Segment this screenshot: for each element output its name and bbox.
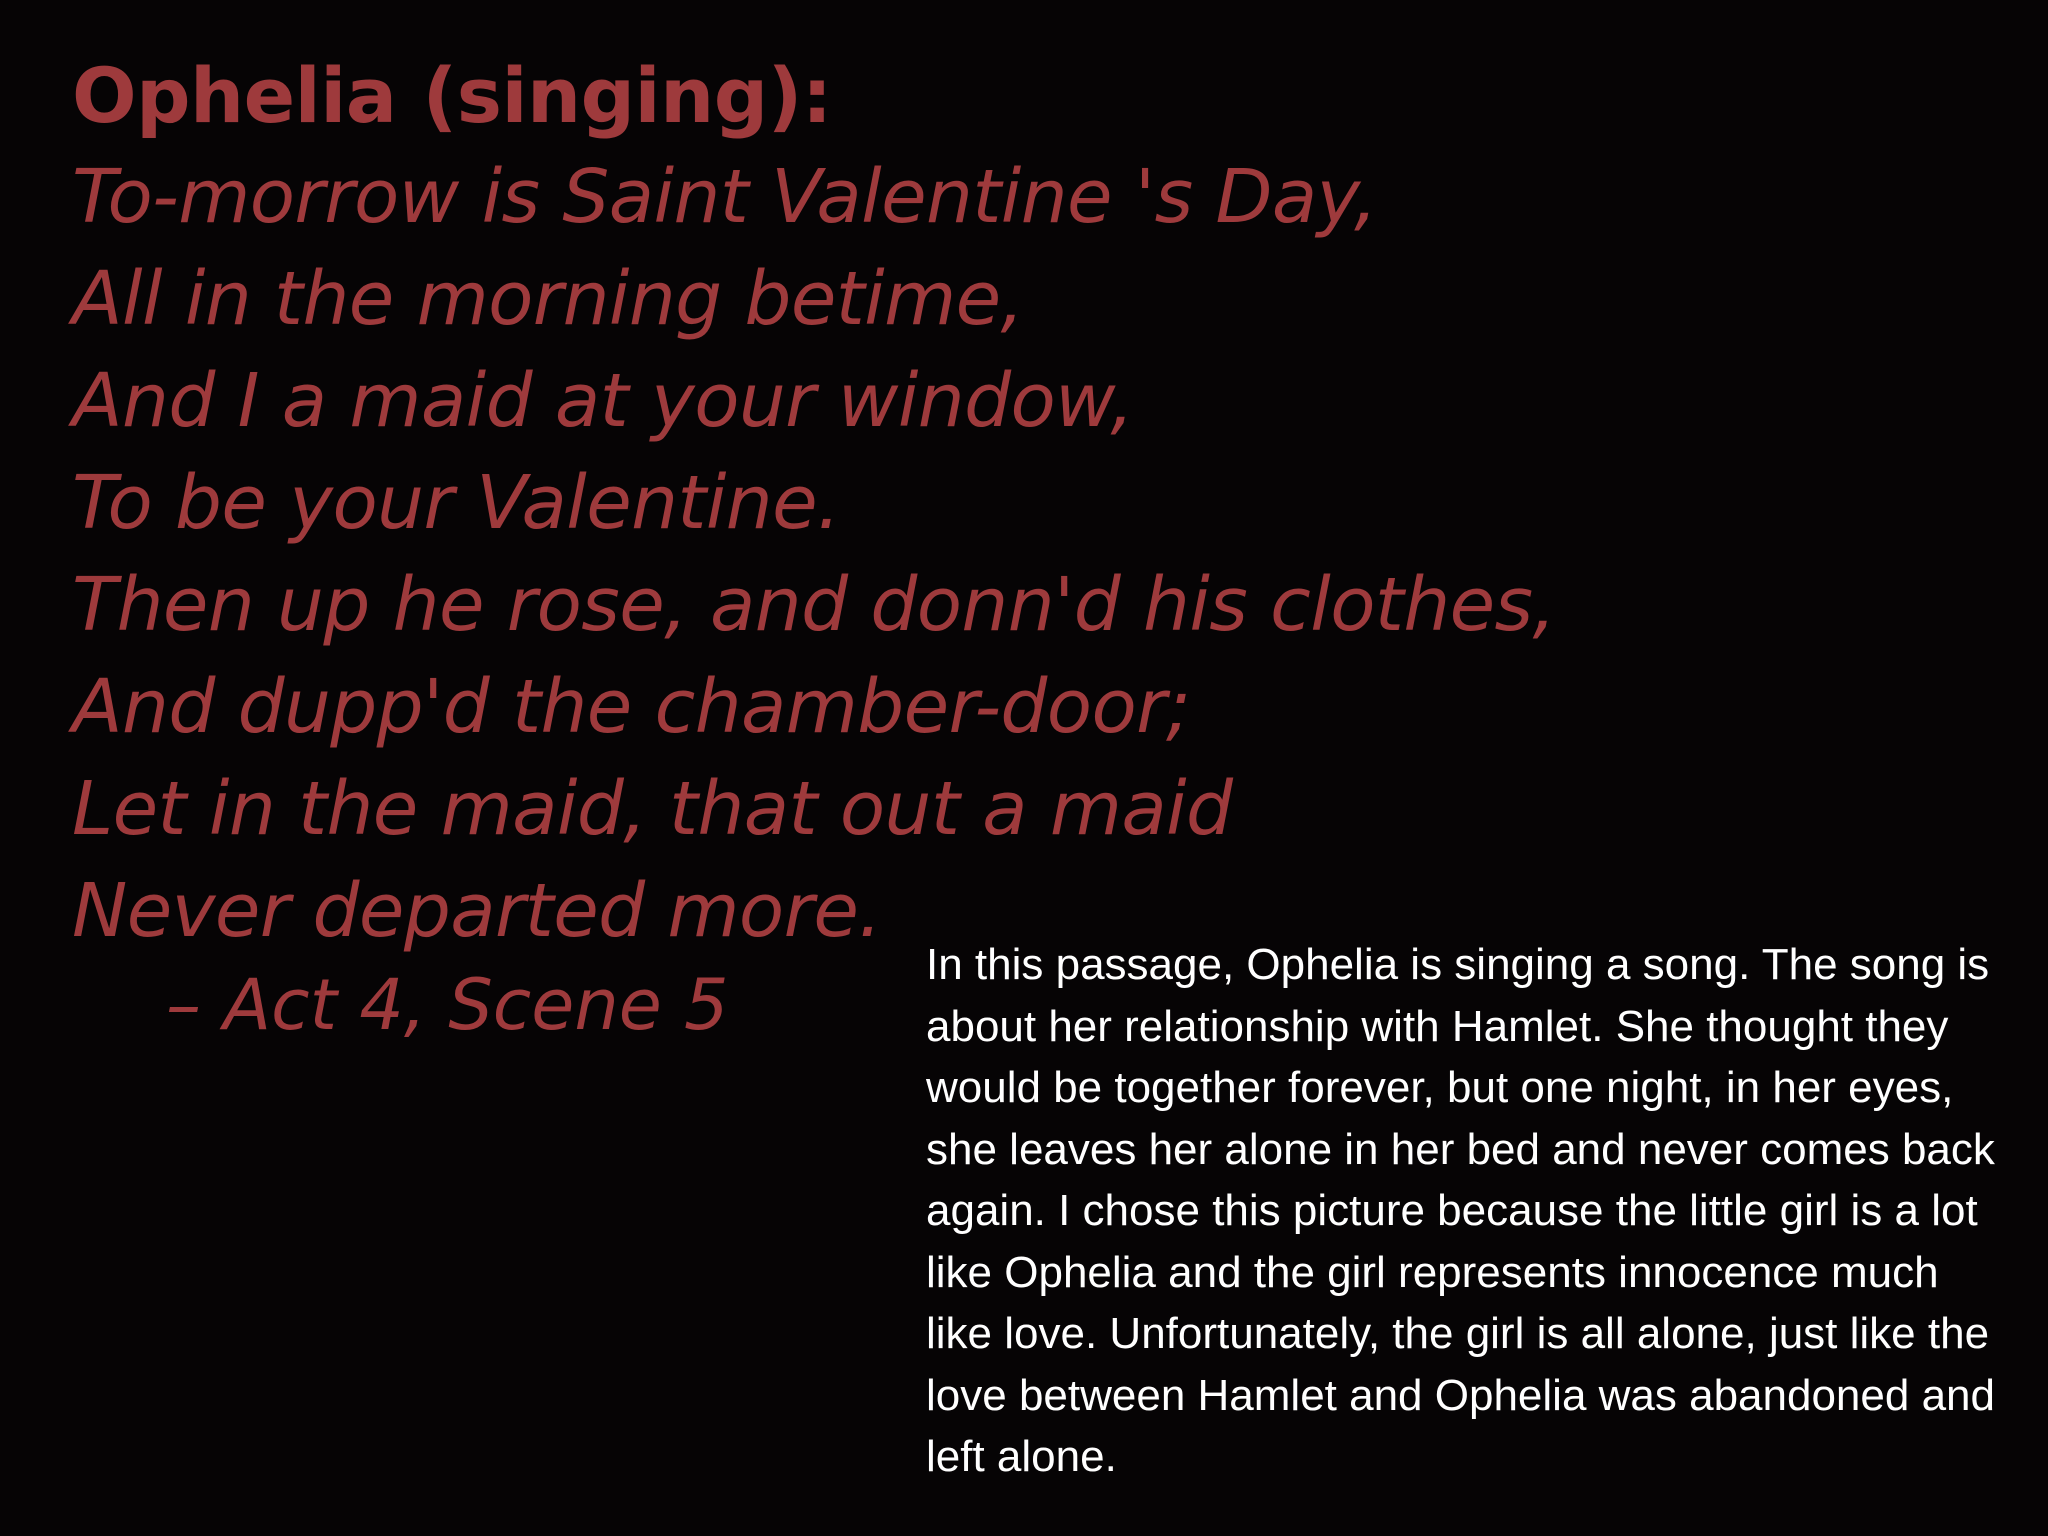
poem-line-1: To-morrow is Saint Valentine 's Day,: [72, 154, 1377, 240]
poem-line-6: And dupp'd the chamber-door;: [72, 664, 1191, 750]
poem-heading: Ophelia (singing):: [72, 51, 832, 140]
poem-line-4: To be your Valentine.: [72, 460, 840, 546]
poem-line-5: Then up he rose, and donn'd his clothes,: [72, 562, 1556, 648]
poem-line-3: And I a maid at your window,: [72, 358, 1134, 444]
poem-line-8: Never departed more.: [72, 868, 882, 954]
poem-line-2: All in the morning betime,: [72, 256, 1024, 342]
poem-citation: – Act 4, Scene 5: [166, 964, 729, 1046]
commentary-paragraph: In this passage, Ophelia is singing a song. The song is about her relationship with Hamlet. She thought they would be together forever, but one night, in her eyes, she leaves her alone in her bed and never comes back again. I chose this picture because the little girl is a lot like Ophelia and the girl represents innocence much like love. Unfortunately, the girl is all alone, just like the love between Hamlet and Ophelia was abandoned and left alone.: [926, 940, 1995, 1481]
poem-block: [72, 46, 1555, 962]
poem-line-7: Let in the maid, that out a maid: [72, 766, 1233, 852]
